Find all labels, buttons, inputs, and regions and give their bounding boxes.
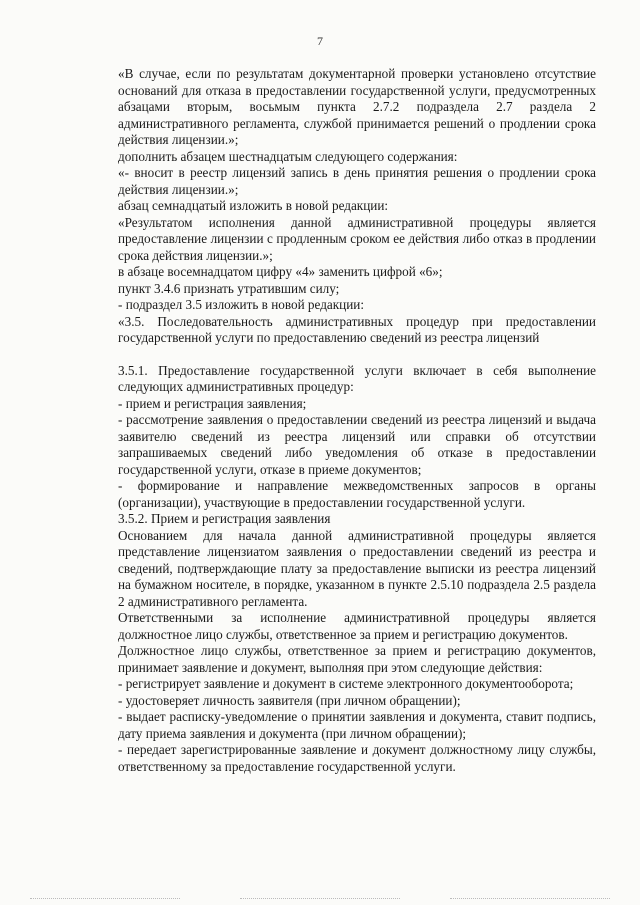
list-item: - регистрирует заявление и документ в системе электронного документооборота; — [118, 676, 574, 691]
scan-artifact — [450, 896, 610, 899]
list-item: - прием и регистрация заявления; — [118, 395, 307, 411]
list-item: - передает зарегистрированные заявление и документ должностному лицу службы, ответственному за предоставление государственной услуги. — [118, 742, 596, 774]
paragraph: «В случае, если по результатам документарной проверки установлено отсутствие оснований для отказа в предоставлении государственной услуги, предусмотренных абзацами вторым, восьмым пункта 2.7.2 подраздела 2.7 раздела 2 административного регламента, службой принимается решений о продлении срока действия лицензии.»; — [118, 66, 596, 147]
list-item: - выдает расписку-уведомление о принятии заявления и документа, ставит подпись, дату приема заявления и документа (при личном обращении); — [118, 709, 596, 741]
paragraph: пункт 3.4.6 признать утратившим силу; — [118, 280, 340, 296]
list-item: - рассмотрение заявления о предоставлении сведений из реестра лицензий и выдача заявителю сведений из реестра лицензий или справки об отсутствии запрашиваемых сведений либо уведомления об отказе в предоставлении государственной услуги, отказе в приеме документов; — [118, 412, 596, 477]
paragraph: Основанием для начала данной административной процедуры является представление лицензиатом заявления о предоставлении сведений из реестра и сведений, подтверждающие плату за предоставление выписки из реестра лицензий на бумажном носителе, в порядке, указанном в пункте 2.5.10 подраздела 2.5 раздела 2 административного регламента. — [118, 527, 596, 609]
document-body — [118, 66, 596, 775]
paragraph: абзац семнадцатый изложить в новой редакции: — [118, 198, 389, 213]
scan-artifact — [240, 896, 400, 899]
paragraph: «Результатом исполнения данной административной процедуры является предоставление лицензии с продленным сроком ее действия либо отказ в продлении срока действия лицензии.»; — [118, 214, 596, 263]
paragraph: Ответственными за исполнение административной процедуры является должностное лицо службы, ответственное за прием и регистрацию документов. — [118, 610, 596, 642]
paragraph: дополнить абзацем шестнадцатым следующего содержания: — [118, 148, 458, 164]
paragraph: 3.5.1. Предоставление государственной услуги включает в себя выполнение следующих административных процедур: — [118, 362, 596, 394]
paragraph: - подраздел 3.5 изложить в новой редакции: — [118, 297, 365, 312]
scan-artifact — [30, 896, 180, 899]
page-number: 7 — [317, 34, 323, 48]
subsection-heading: 3.5.2. Прием и регистрация заявления — [118, 511, 331, 526]
paragraph: «- вносит в реестр лицензий запись в день принятия решения о продлении срока действия лицензии.»; — [118, 165, 596, 197]
paragraph: Должностное лицо службы, ответственное за прием и регистрацию документов, принимает заявление и документ, выполняя при этом следующие действия: — [118, 643, 596, 675]
section-heading: «3.5. Последовательность административных процедур при предоставлении государственной услуги по предоставлению сведений из реестра лицензий — [118, 313, 596, 345]
paragraph: в абзаце восемнадцатом цифру «4» заменить цифрой «6»; — [118, 264, 443, 279]
list-item: - формирование и направление межведомственных запросов в органы (организации), участвующие в предоставлении государственной услуги. — [118, 478, 596, 510]
list-item: - удостоверяет личность заявителя (при личном обращении); — [118, 692, 461, 708]
